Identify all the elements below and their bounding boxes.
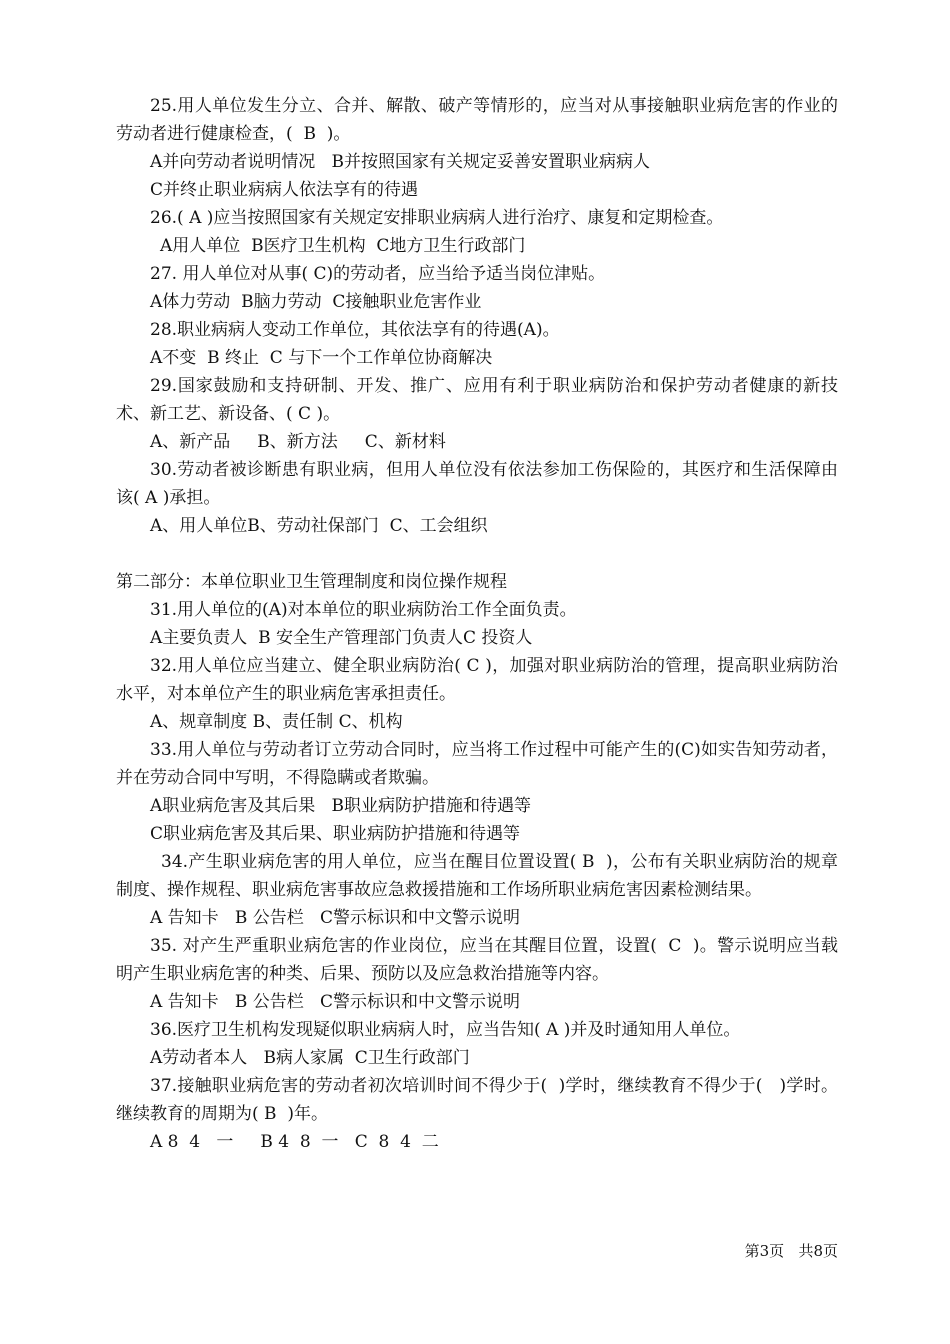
answer-options: A、新产品 B、新方法 C、新材料 (150, 432, 446, 452)
question-text: 34.产生职业病危害的用人单位，应当在醒目位置设置( B )，公布有关职业病防治的规章制度、操作规程、职业病危害事故应急救援措施和工作场所职业病危害因素检测结果。 (116, 852, 838, 900)
section-heading: 第二部分：本单位职业卫生管理制度和岗位操作规程 (116, 572, 507, 592)
answer-options: C职业病危害及其后果、职业病防护措施和待遇等 (150, 824, 521, 844)
question-text: 36.医疗卫生机构发现疑似职业病病人时，应当告知( A )并及时通知用人单位。 (150, 1020, 741, 1040)
answer-options: A、规章制度 B、责任制 C、机构 (150, 712, 403, 732)
answer-options: A、用人单位B、劳动社保部门 C、工会组织 (150, 516, 488, 536)
question-text: 25.用人单位发生分立、合并、解散、破产等情形的，应当对从事接触职业病危害的作业的劳动者进行健康检查，( B )。 (116, 96, 838, 144)
question-text: 30.劳动者被诊断患有职业病，但用人单位没有依法参加工伤保险的，其医疗和生活保障由该( A )承担。 (116, 460, 838, 508)
question-text: 32.用人单位应当建立、健全职业病防治( C )，加强对职业病防治的管理，提高职业病防治水平，对本单位产生的职业病危害承担责任。 (116, 656, 838, 704)
question-text: 29.国家鼓励和支持研制、开发、推广、应用有利于职业病防治和保护劳动者健康的新技术、新工艺、新设备、( C )。 (116, 376, 838, 424)
answer-options: A劳动者本人 B病人家属 C卫生行政部门 (150, 1048, 470, 1068)
question-text: 31.用人单位的(A)对本单位的职业病防治工作全面负责。 (150, 600, 577, 620)
page-footer: 第3页 共8页 (744, 1242, 838, 1260)
question-text: 27. 用人单位对从事( C)的劳动者，应当给予适当岗位津贴。 (150, 264, 606, 284)
page-content (116, 92, 838, 1156)
answer-options: A 告知卡 B 公告栏 C警示标识和中文警示说明 (150, 908, 521, 928)
answer-options: C并终止职业病病人依法享有的待遇 (150, 180, 419, 200)
answer-options: A主要负责人 B 安全生产管理部门负责人C 投资人 (150, 628, 533, 648)
answer-options: A用人单位 B医疗卫生机构 C地方卫生行政部门 (160, 236, 526, 256)
answer-options: A职业病危害及其后果 B职业病防护措施和待遇等 (150, 796, 531, 816)
answer-options: A不变 B 终止 C 与下一个工作单位协商解决 (150, 348, 493, 368)
answer-options: A并向劳动者说明情况 B并按照国家有关规定妥善安置职业病病人 (150, 152, 650, 172)
question-text: 37.接触职业病危害的劳动者初次培训时间不得少于( )学时，继续教育不得少于( )学时。继续教育的周期为( B )年。 (116, 1076, 838, 1124)
question-text: 33.用人单位与劳动者订立劳动合同时，应当将工作过程中可能产生的(C)如实告知劳动者，并在劳动合同中写明，不得隐瞒或者欺骗。 (116, 740, 838, 788)
answer-options: A 8 4 一 B 4 8 一 C 8 4 二 (150, 1132, 439, 1152)
answer-options: A 告知卡 B 公告栏 C警示标识和中文警示说明 (150, 992, 521, 1012)
answer-options: A体力劳动 B脑力劳动 C接触职业危害作业 (150, 292, 482, 312)
question-text: 26.( A )应当按照国家有关规定安排职业病病人进行治疗、康复和定期检查。 (150, 208, 724, 228)
question-text: 35. 对产生严重职业病危害的作业岗位，应当在其醒目位置，设置( C )。警示说明应当载明产生职业病危害的种类、后果、预防以及应急救治措施等内容。 (116, 936, 838, 984)
question-text: 28.职业病病人变动工作单位，其依法享有的待遇(A)。 (150, 320, 560, 340)
